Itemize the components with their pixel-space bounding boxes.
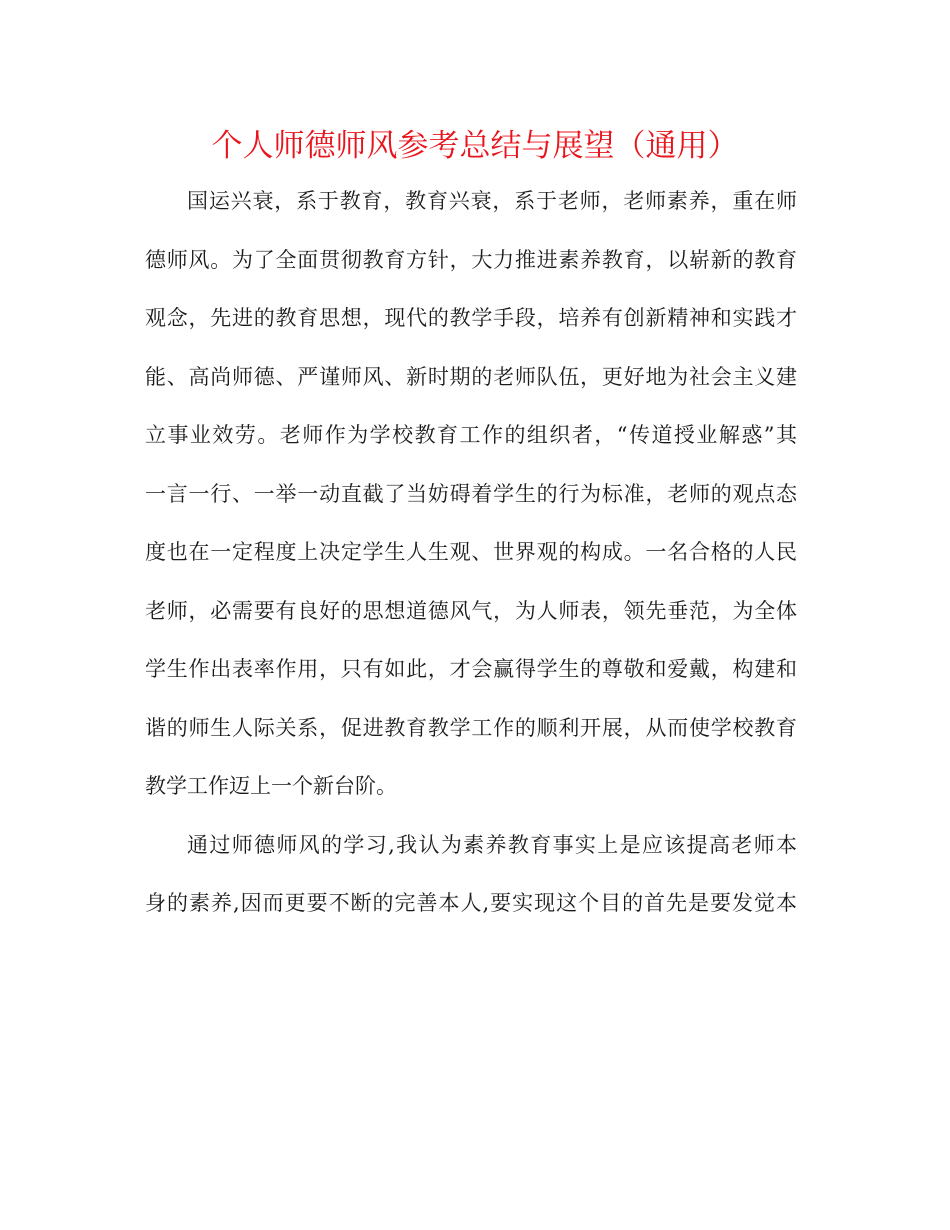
- body-line: 一言一行、一举一动直截了当妨碍着学生的行为标准，老师的观点态: [145, 481, 797, 506]
- body-line: 教学工作迈上一个新台阶。: [145, 774, 397, 798]
- document-title: 个人师德师风参考总结与展望（通用）: [211, 128, 739, 164]
- body-line: 通过师德师风的学习,我认为素养教育事实上是应该提高老师本: [187, 832, 797, 857]
- document-body: [145, 172, 797, 933]
- body-line: 身的素养,因而更要不断的完善本人,要实现这个目的首先是要发觉本: [145, 891, 797, 915]
- body-line: 谐的师生人际关系，促进教育教学工作的顺利开展，从而使学校教育: [145, 715, 797, 740]
- body-line: 老师，必需要有良好的思想道德风气，为人师表，领先垂范，为全体: [145, 598, 797, 623]
- body-line: 观念，先进的教育思想，现代的教学手段，培养有创新精神和实践才: [145, 306, 797, 330]
- body-line: 度也在一定程度上决定学生人生观、世界观的构成。一名合格的人民: [145, 540, 797, 564]
- body-line: 德师风。为了全面贯彻教育方针，大力推进素养教育，以崭新的教育: [145, 247, 797, 272]
- body-line: 能、高尚师德、严谨师风、新时期的老师队伍，更好地为社会主义建: [145, 364, 797, 389]
- body-line: 立事业效劳。老师作为学校教育工作的组织者，“传道授业解惑”其: [145, 423, 797, 447]
- body-line: 国运兴衰，系于教育，教育兴衰，系于老师，老师素养，重在师: [187, 189, 797, 213]
- body-line: 学生作出表率作用，只有如此，才会赢得学生的尊敬和爱戴，构建和: [145, 657, 797, 681]
